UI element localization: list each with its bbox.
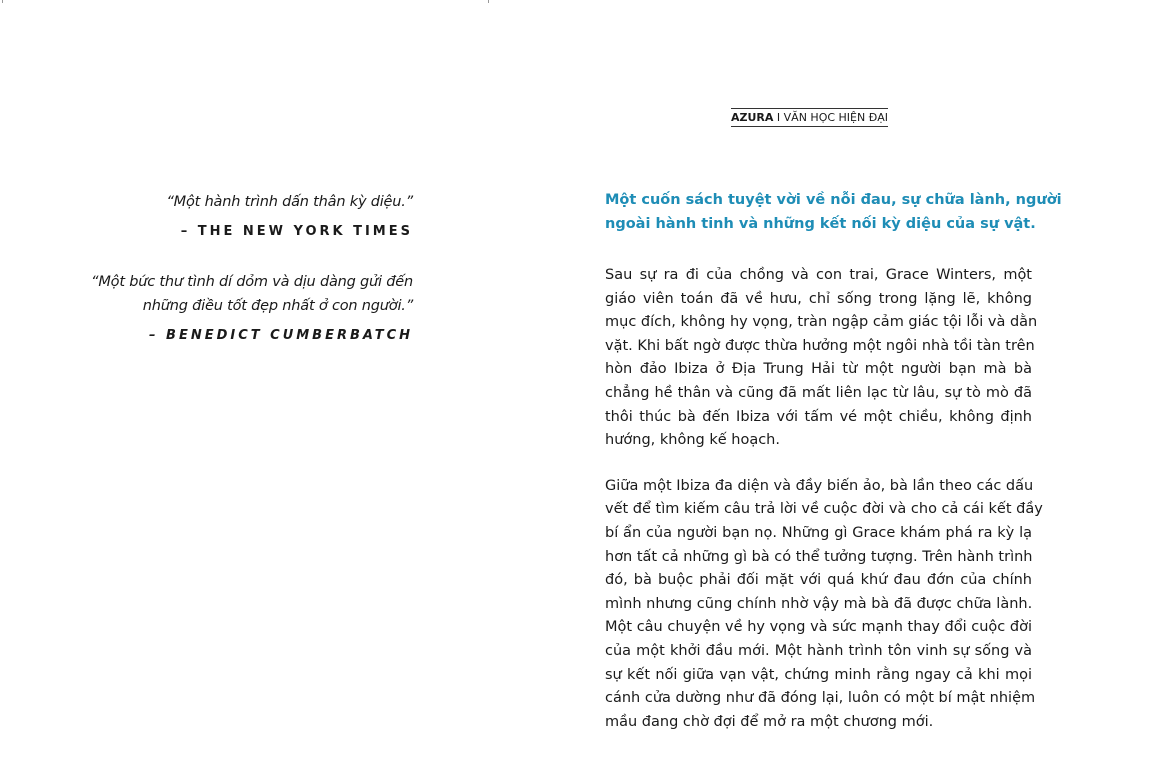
paragraph-line: hơn tất cả những gì bà có thể tưởng tượng. Trên hành trình [605,548,1033,565]
blurb [605,188,1062,756]
paragraph-line: thôi thúc bà đến Ibiza với tấm vé một chiều, không định [605,408,1032,425]
paragraph-line: bí ẩn của người bạn nọ. Những gì Grace khám phá ra kỳ lạ [605,524,1032,541]
review-quotes [91,190,413,348]
quote-text: “Một hành trình dấn thân kỳ diệu.” [166,194,413,210]
quote-text: “Một bức thư tình dí dỏm và dịu dàng gửi đến [91,274,413,290]
crop-mark [488,0,489,3]
imprint-brand: AZURA [731,111,774,124]
body-paragraph [605,475,1043,735]
imprint-category: VĂN HỌC HIỆN ĐẠI [783,111,889,124]
paragraph-line: mình nhưng cũng chính nhờ vậy mà bà đã được chữa lành. [605,595,1033,612]
paragraph-line: chẳng hề thân và cũng đã mất liên lạc từ lâu, sự tò mò đã [605,384,1032,401]
lead-sentence [605,188,1062,236]
paragraph-line: Sau sự ra đi của chồng và con trai, Grace Winters, một [605,267,1032,283]
lead-line: ngoài hành tinh và những kết nối kỳ diệu của sự vật. [605,216,1036,232]
publisher-imprint [731,108,888,127]
quote-source: – THE NEW YORK TIMES [180,224,413,239]
lead-line: Một cuốn sách tuyệt vời về nỗi đau, sự chữa lành, người [605,192,1062,208]
paragraph-line: mục đích, không hy vọng, tràn ngập cảm giác tội lỗi và dằn [605,314,1038,331]
quote-1 [91,190,413,244]
body-paragraph [605,264,1038,453]
paragraph-line: mầu đang chờ đợi để mở ra một chương mới. [605,713,934,730]
paragraph-line: hòn đảo Ibiza ở Địa Trung Hải từ một người bạn mà bà [605,361,1032,378]
imprint-separator: I [773,111,784,124]
paragraph-line: sự kết nối giữa vạn vật, chứng minh rằng ngay cả khi mọi [605,666,1032,683]
paragraph-line: vết để tìm kiếm câu trả lời về cuộc đời và cho cả cái kết đầy [605,501,1043,518]
paragraph-line: Một câu chuyện về hy vọng và sức mạnh thay đổi cuộc đời [605,619,1032,636]
quote-text: những điều tốt đẹp nhất ở con người.” [142,298,413,314]
paragraph-line: giáo viên toán đã về hưu, chỉ sống trong lặng lẽ, không [605,290,1032,307]
paragraph-line: hướng, không kế hoạch. [605,432,780,449]
paragraph-line: của một khởi đầu mới. Một hành trình tôn vinh sự sống và [605,642,1032,659]
quote-source: – BENEDICT CUMBERBATCH [149,328,413,343]
paragraph-line: cánh cửa dường như đã đóng lại, luôn có một bí mật nhiệm [605,690,1036,707]
paragraph-line: đó, bà buộc phải đối mặt với quá khứ đau đớn của chính [605,572,1032,589]
paragraph-line: vặt. Khi bất ngờ được thừa hưởng một ngôi nhà tồi tàn trên [605,337,1035,354]
paragraph-line: Giữa một Ibiza đa diện và đầy biến ảo, bà lần theo các dấu [605,477,1034,494]
crop-mark [2,0,3,3]
quote-2 [91,270,413,348]
